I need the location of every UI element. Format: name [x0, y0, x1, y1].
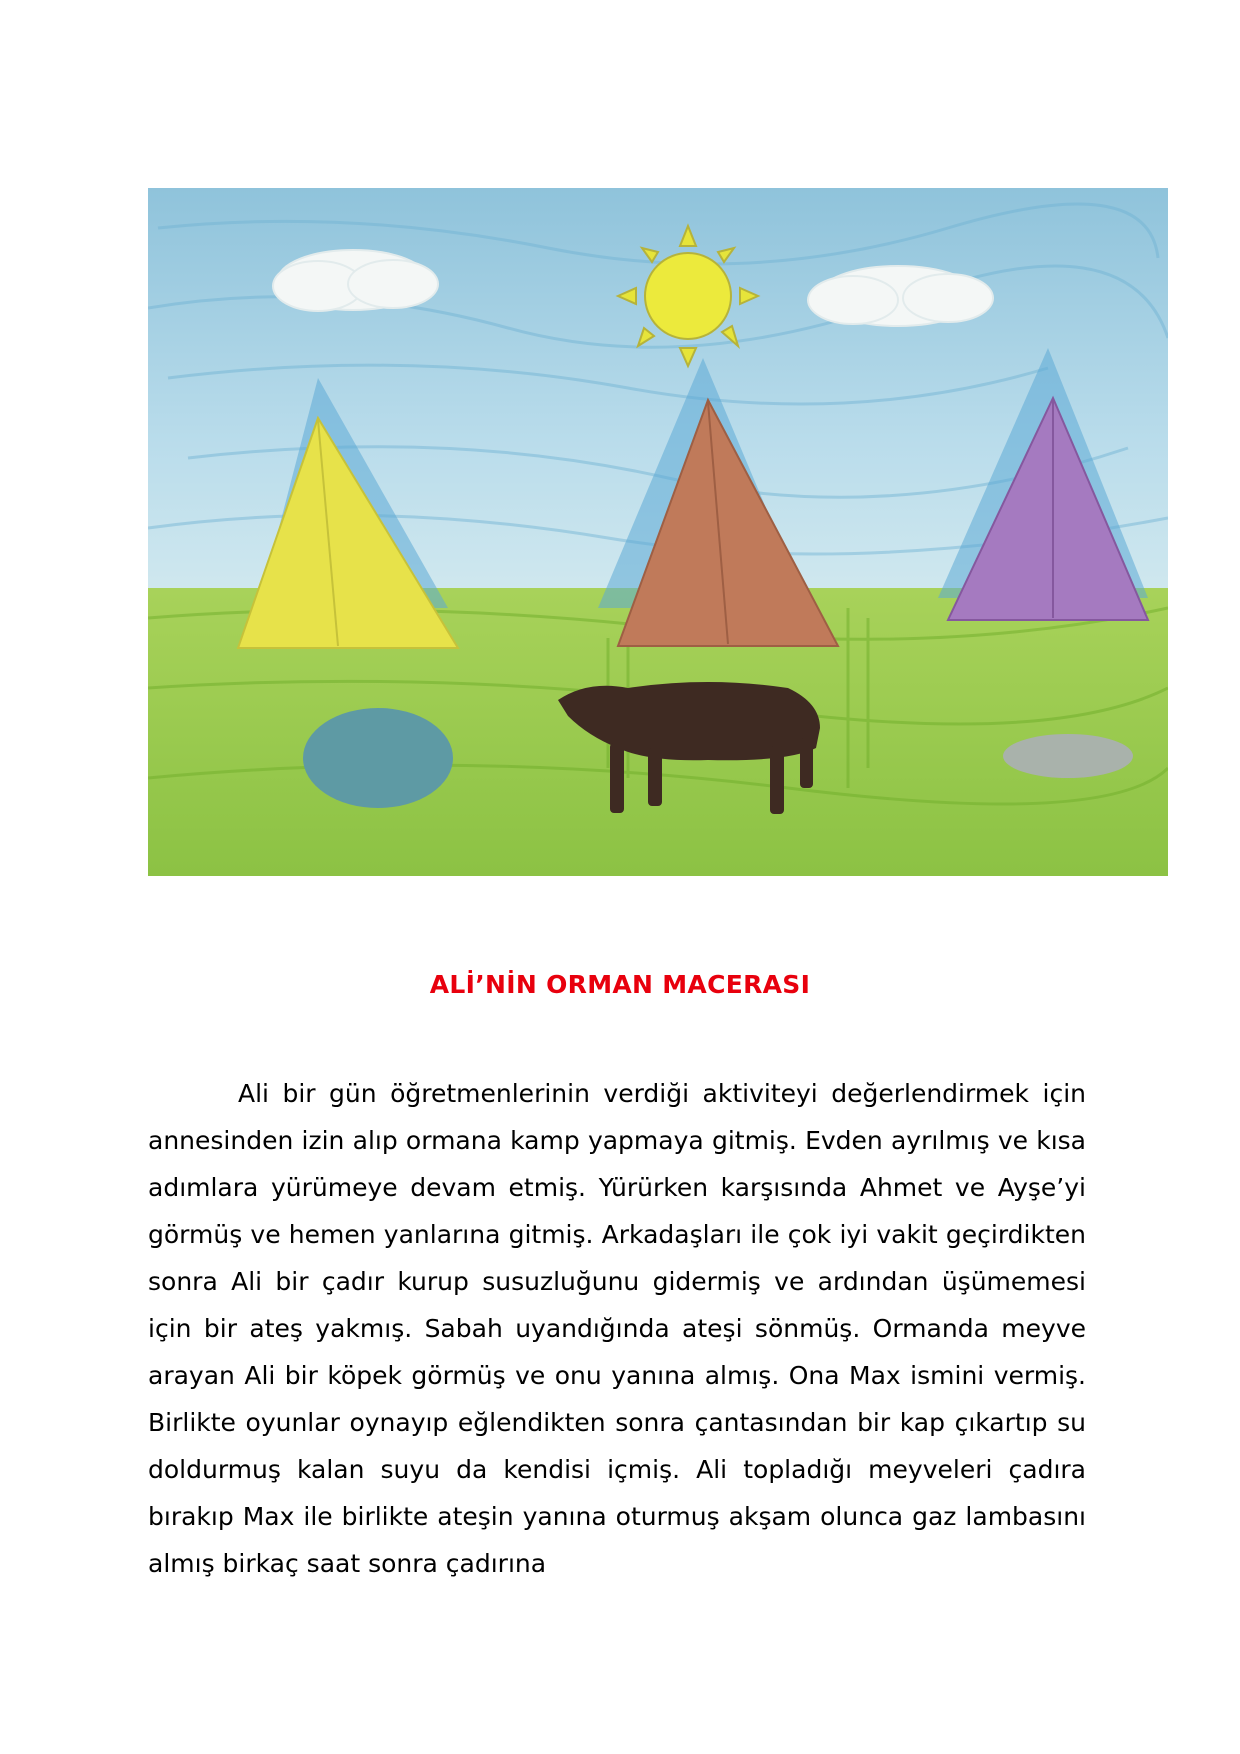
story-title: ALİ’NİN ORMAN MACERASI — [429, 970, 811, 999]
bush — [303, 708, 453, 808]
story-body-paragraph: Ali bir gün öğretmenlerinin verdiği aktiviteyi değerlendirmek için annesinden izin alıp ormana kamp yapmaya gitmiş. Evden ayrılmış ve kısa adımlara yürümeye devam etmiş. Yürürken karşısında Ahmet ve Ayşe’yi görmüş ve hemen yanlarına gitmiş. Arkadaşları ile çok iyi vakit geçirdikten sonra Ali bir çadır kurup susuzluğunu gidermiş ve ardından üşümemesi için bir ateş yakmış. Sabah uyandığında ateşi sönmüş. Ormanda meyve arayan Ali bir köpek görmüş ve onu yanına almış. Ona Max ismini vermiş. Birlikte oyunlar oynayıp eğlendikten sonra çantasından bir kap çıkartıp su doldurmuş kalan suyu da kendisi içmiş. Ali topladığı meyveleri çadıra bırakıp Max ile birlikte ateşin yanına oturmuş akşam olunca gaz lambasını almış birkaç saat sonra çadırına — [148, 1079, 1086, 1578]
child-drawing-illustration — [148, 188, 1168, 876]
rock — [1003, 734, 1133, 778]
